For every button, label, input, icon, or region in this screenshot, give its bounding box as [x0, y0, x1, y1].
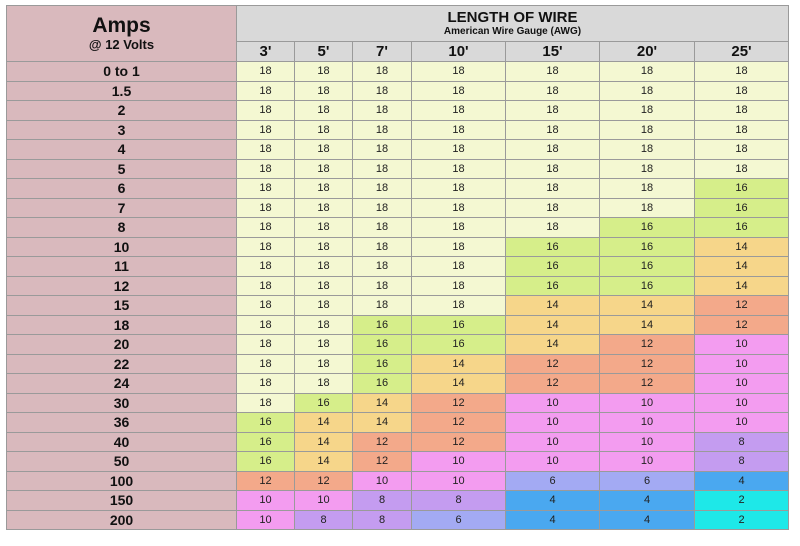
amps-cell: 5: [7, 159, 237, 179]
gauge-cell: 18: [353, 296, 412, 316]
gauge-cell: 14: [600, 315, 695, 335]
amps-cell: 2: [7, 101, 237, 121]
gauge-cell: 18: [295, 257, 353, 277]
table-row: [7, 257, 789, 277]
gauge-cell: 12: [506, 374, 600, 394]
gauge-cell: 6: [412, 510, 506, 530]
gauge-cell: 18: [353, 237, 412, 257]
gauge-cell: 16: [600, 218, 695, 238]
table-row: [7, 81, 789, 101]
gauge-cell: 18: [237, 218, 295, 238]
table-row: [7, 393, 789, 413]
amps-cell: 12: [7, 276, 237, 296]
amps-cell: 3: [7, 120, 237, 140]
gauge-cell: 16: [506, 257, 600, 277]
table-row: [7, 101, 789, 121]
gauge-cell: 10: [506, 413, 600, 433]
gauge-cell: 14: [506, 296, 600, 316]
length-header: 20': [600, 42, 695, 62]
gauge-cell: 4: [506, 510, 600, 530]
amps-cell: 22: [7, 354, 237, 374]
gauge-cell: 10: [237, 491, 295, 511]
gauge-cell: 18: [237, 81, 295, 101]
gauge-cell: 18: [237, 257, 295, 277]
gauge-cell: 18: [353, 276, 412, 296]
gauge-cell: 18: [412, 179, 506, 199]
gauge-cell: 18: [237, 120, 295, 140]
gauge-cell: 16: [695, 198, 789, 218]
gauge-cell: 18: [295, 198, 353, 218]
gauge-cell: 10: [412, 452, 506, 472]
gauge-cell: 18: [295, 315, 353, 335]
gauge-cell: 16: [353, 315, 412, 335]
gauge-cell: 16: [237, 452, 295, 472]
gauge-cell: 10: [600, 432, 695, 452]
gauge-cell: 16: [237, 432, 295, 452]
gauge-cell: 16: [353, 354, 412, 374]
gauge-cell: 14: [295, 452, 353, 472]
gauge-cell: 10: [600, 393, 695, 413]
gauge-cell: 18: [506, 62, 600, 82]
gauge-cell: 12: [237, 471, 295, 491]
length-header: 15': [506, 42, 600, 62]
gauge-cell: 18: [353, 198, 412, 218]
gauge-cell: 18: [237, 354, 295, 374]
gauge-cell: 2: [695, 510, 789, 530]
gauge-cell: 14: [506, 335, 600, 355]
amps-cell: 10: [7, 237, 237, 257]
length-header-cell: [237, 6, 789, 42]
amps-cell: 50: [7, 452, 237, 472]
amps-header-cell: [7, 6, 237, 62]
table-row: [7, 159, 789, 179]
amps-cell: 7: [7, 198, 237, 218]
gauge-cell: 18: [600, 198, 695, 218]
gauge-cell: 18: [412, 101, 506, 121]
amps-cell: 20: [7, 335, 237, 355]
gauge-cell: 18: [295, 237, 353, 257]
gauge-cell: 18: [600, 81, 695, 101]
gauge-cell: 14: [295, 413, 353, 433]
amps-cell: 6: [7, 179, 237, 199]
gauge-cell: 18: [506, 218, 600, 238]
gauge-cell: 18: [295, 62, 353, 82]
table-row: [7, 315, 789, 335]
gauge-cell: 18: [695, 120, 789, 140]
gauge-cell: 18: [506, 159, 600, 179]
gauge-cell: 16: [412, 335, 506, 355]
gauge-cell: 18: [412, 81, 506, 101]
amps-cell: 4: [7, 140, 237, 160]
gauge-cell: 18: [600, 120, 695, 140]
table-row: [7, 335, 789, 355]
awg-subtitle: American Wire Gauge (AWG): [443, 25, 582, 37]
gauge-cell: 18: [695, 159, 789, 179]
gauge-cell: 12: [600, 354, 695, 374]
gauge-cell: 18: [695, 140, 789, 160]
gauge-cell: 18: [353, 120, 412, 140]
gauge-cell: 18: [353, 179, 412, 199]
gauge-cell: 18: [353, 101, 412, 121]
gauge-cell: 18: [695, 81, 789, 101]
table-row: [7, 432, 789, 452]
table-row: [7, 452, 789, 472]
amps-cell: 1.5: [7, 81, 237, 101]
gauge-cell: 12: [600, 374, 695, 394]
table-row: [7, 179, 789, 199]
gauge-cell: 18: [412, 120, 506, 140]
gauge-cell: 10: [237, 510, 295, 530]
gauge-cell: 18: [412, 276, 506, 296]
gauge-cell: 10: [506, 452, 600, 472]
gauge-cell: 18: [237, 179, 295, 199]
amps-cell: 15: [7, 296, 237, 316]
gauge-cell: 12: [695, 296, 789, 316]
table-row: [7, 354, 789, 374]
table-row: [7, 120, 789, 140]
gauge-cell: 18: [237, 335, 295, 355]
gauge-cell: 4: [695, 471, 789, 491]
gauge-cell: 6: [506, 471, 600, 491]
gauge-cell: 18: [353, 218, 412, 238]
gauge-cell: 16: [600, 257, 695, 277]
length-header: 3': [237, 42, 295, 62]
gauge-cell: 14: [295, 432, 353, 452]
gauge-cell: 18: [295, 374, 353, 394]
gauge-cell: 18: [237, 374, 295, 394]
gauge-cell: 12: [412, 413, 506, 433]
gauge-cell: 16: [295, 393, 353, 413]
amps-cell: 0 to 1: [7, 62, 237, 82]
gauge-cell: 18: [412, 62, 506, 82]
gauge-cell: 8: [695, 432, 789, 452]
gauge-cell: 14: [353, 393, 412, 413]
gauge-cell: 10: [695, 335, 789, 355]
gauge-cell: 10: [600, 413, 695, 433]
wire-gauge-table: [6, 5, 789, 530]
gauge-cell: 18: [237, 276, 295, 296]
gauge-cell: 16: [506, 237, 600, 257]
gauge-cell: 6: [600, 471, 695, 491]
table-row: [7, 140, 789, 160]
gauge-cell: 18: [353, 257, 412, 277]
gauge-cell: 18: [353, 140, 412, 160]
length-header: 10': [412, 42, 506, 62]
gauge-cell: 18: [295, 159, 353, 179]
gauge-cell: 18: [600, 179, 695, 199]
gauge-cell: 18: [295, 101, 353, 121]
gauge-cell: 18: [353, 159, 412, 179]
amps-cell: 36: [7, 413, 237, 433]
gauge-cell: 18: [237, 315, 295, 335]
gauge-cell: 18: [237, 140, 295, 160]
gauge-cell: 18: [353, 62, 412, 82]
table-row: [7, 198, 789, 218]
gauge-cell: 10: [600, 452, 695, 472]
gauge-cell: 10: [695, 374, 789, 394]
gauge-cell: 10: [695, 354, 789, 374]
gauge-cell: 18: [295, 335, 353, 355]
gauge-cell: 12: [353, 432, 412, 452]
amps-cell: 8: [7, 218, 237, 238]
gauge-cell: 14: [412, 374, 506, 394]
gauge-cell: 4: [506, 491, 600, 511]
gauge-cell: 18: [695, 62, 789, 82]
gauge-cell: 8: [353, 510, 412, 530]
amps-cell: 11: [7, 257, 237, 277]
gauge-cell: 18: [506, 120, 600, 140]
gauge-cell: 18: [412, 159, 506, 179]
length-title: LENGTH OF WIRE: [447, 8, 578, 26]
table-row: [7, 491, 789, 511]
gauge-cell: 4: [600, 510, 695, 530]
gauge-cell: 18: [295, 81, 353, 101]
gauge-cell: 16: [695, 179, 789, 199]
table-row: [7, 276, 789, 296]
gauge-cell: 16: [695, 218, 789, 238]
gauge-cell: 18: [237, 62, 295, 82]
gauge-cell: 18: [412, 140, 506, 160]
gauge-cell: 18: [695, 101, 789, 121]
gauge-cell: 14: [695, 257, 789, 277]
gauge-cell: 16: [237, 413, 295, 433]
gauge-cell: 18: [600, 62, 695, 82]
gauge-cell: 16: [506, 276, 600, 296]
gauge-cell: 18: [295, 276, 353, 296]
amps-subtitle: @ 12 Volts: [88, 36, 155, 52]
gauge-cell: 14: [353, 413, 412, 433]
gauge-cell: 18: [295, 179, 353, 199]
gauge-cell: 18: [237, 159, 295, 179]
gauge-cell: 12: [412, 393, 506, 413]
gauge-cell: 14: [695, 237, 789, 257]
gauge-cell: 18: [600, 159, 695, 179]
gauge-cell: 18: [412, 296, 506, 316]
gauge-cell: 18: [237, 101, 295, 121]
gauge-cell: 8: [295, 510, 353, 530]
gauge-cell: 4: [600, 491, 695, 511]
gauge-cell: 18: [412, 257, 506, 277]
amps-cell: 100: [7, 471, 237, 491]
gauge-cell: 8: [412, 491, 506, 511]
gauge-cell: 12: [295, 471, 353, 491]
table-row: [7, 413, 789, 433]
gauge-cell: 12: [506, 354, 600, 374]
gauge-cell: 16: [412, 315, 506, 335]
gauge-cell: 16: [600, 237, 695, 257]
table-row: [7, 237, 789, 257]
gauge-cell: 12: [600, 335, 695, 355]
gauge-cell: 18: [506, 140, 600, 160]
gauge-cell: 10: [506, 393, 600, 413]
amps-title: Amps: [92, 13, 151, 37]
table-row: [7, 374, 789, 394]
gauge-cell: 14: [506, 315, 600, 335]
amps-cell: 24: [7, 374, 237, 394]
table-row: [7, 471, 789, 491]
table-row: [7, 296, 789, 316]
gauge-cell: 18: [353, 81, 412, 101]
gauge-cell: 16: [353, 374, 412, 394]
gauge-cell: 14: [412, 354, 506, 374]
gauge-cell: 10: [506, 432, 600, 452]
gauge-cell: 18: [412, 237, 506, 257]
gauge-cell: 14: [600, 296, 695, 316]
gauge-cell: 10: [295, 491, 353, 511]
gauge-cell: 18: [506, 198, 600, 218]
gauge-cell: 18: [237, 198, 295, 218]
gauge-cell: 12: [695, 315, 789, 335]
table-row: [7, 510, 789, 530]
gauge-cell: 16: [353, 335, 412, 355]
gauge-cell: 8: [695, 452, 789, 472]
gauge-cell: 14: [695, 276, 789, 296]
length-header: 7': [353, 42, 412, 62]
table-row: [7, 218, 789, 238]
amps-cell: 18: [7, 315, 237, 335]
length-header: 5': [295, 42, 353, 62]
gauge-cell: 18: [237, 296, 295, 316]
gauge-cell: 18: [506, 81, 600, 101]
gauge-cell: 18: [237, 393, 295, 413]
gauge-cell: 16: [600, 276, 695, 296]
gauge-cell: 12: [353, 452, 412, 472]
amps-cell: 40: [7, 432, 237, 452]
gauge-cell: 18: [295, 354, 353, 374]
gauge-cell: 18: [600, 101, 695, 121]
length-header: 25': [695, 42, 789, 62]
gauge-cell: 10: [695, 393, 789, 413]
gauge-cell: 18: [600, 140, 695, 160]
gauge-cell: 18: [237, 237, 295, 257]
gauge-cell: 10: [412, 471, 506, 491]
gauge-cell: 18: [506, 179, 600, 199]
amps-cell: 150: [7, 491, 237, 511]
gauge-cell: 10: [353, 471, 412, 491]
amps-cell: 30: [7, 393, 237, 413]
gauge-cell: 18: [295, 218, 353, 238]
table-row: [7, 62, 789, 82]
gauge-cell: 8: [353, 491, 412, 511]
gauge-cell: 18: [295, 140, 353, 160]
gauge-cell: 18: [506, 101, 600, 121]
gauge-cell: 12: [412, 432, 506, 452]
gauge-cell: 18: [412, 198, 506, 218]
gauge-cell: 18: [412, 218, 506, 238]
gauge-cell: 18: [295, 296, 353, 316]
gauge-cell: 18: [295, 120, 353, 140]
amps-cell: 200: [7, 510, 237, 530]
gauge-cell: 2: [695, 491, 789, 511]
gauge-cell: 10: [695, 413, 789, 433]
